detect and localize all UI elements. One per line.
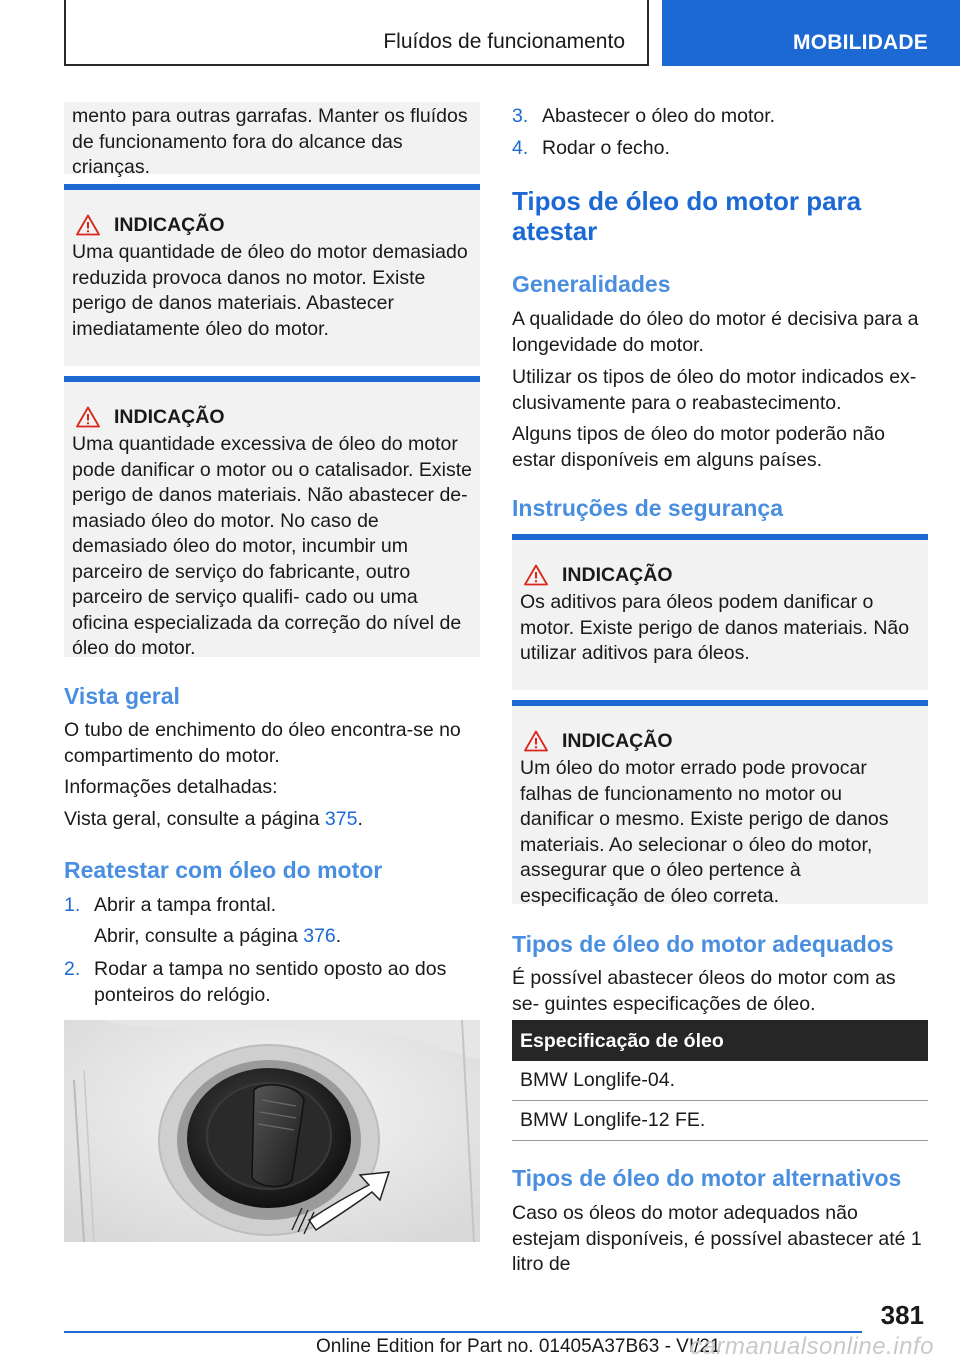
header-section-title: Fluídos de funcionamento bbox=[383, 30, 625, 53]
step-text: Rodar o fecho. bbox=[542, 137, 670, 159]
warning-triangle-icon bbox=[524, 730, 548, 752]
oil-cap-illustration bbox=[64, 1020, 480, 1242]
page-link-376[interactable]: 376 bbox=[303, 925, 336, 947]
header-section-box bbox=[64, 0, 649, 66]
warning-text: Um óleo do motor errado pode provocar falhas de funcionamento no motor ou danificar o mesmo. Existe perigo de danos materiais. Ao selecionar o óleo do motor, assegurar que o óleo pertence à especificação de óleo correta. bbox=[520, 757, 889, 907]
suitable-oils-heading: Tipos de óleo do motor adequados bbox=[512, 931, 894, 957]
warning-text: Os aditivos para óleos podem danificar o motor. Existe perigo de danos materiais. Não utilizar aditivos para óleos. bbox=[520, 591, 910, 664]
overview-reference: Vista geral, consulte a página 375. bbox=[64, 808, 363, 830]
footer-edition: Online Edition for Part no. 01405A37B63 - VI/21 bbox=[316, 1336, 721, 1357]
general-heading: Generalidades bbox=[512, 271, 671, 297]
warning-box-additives bbox=[512, 534, 928, 690]
intro-text: mento para outras garrafas. Manter os fluídos de funcionamento fora do alcance das crianças. bbox=[72, 105, 468, 178]
step-text: Abrir a tampa frontal. bbox=[94, 894, 277, 916]
general-text-3: Alguns tipos de óleo do motor poderão não estar disponíveis em alguns países. bbox=[512, 423, 885, 471]
general-text-1: A qualidade do óleo do motor é decisiva para a longevidade do motor. bbox=[512, 308, 919, 356]
header-chapter-tab[interactable] bbox=[662, 0, 960, 66]
general-text-2: Utilizar os tipos de óleo do motor indicados ex- clusivamente para o reabastecimento. bbox=[512, 366, 917, 414]
warning-box-low-oil bbox=[64, 184, 480, 366]
warning-box-excess-oil bbox=[64, 376, 480, 657]
list-item bbox=[512, 104, 928, 130]
details-label: Informações detalhadas: bbox=[64, 776, 278, 798]
warning-title: INDICAÇÃO bbox=[562, 563, 673, 586]
step-sub-text: Abrir, consulte a página 376. bbox=[94, 925, 342, 947]
warning-triangle-icon bbox=[524, 564, 548, 586]
table-header: Especificação de óleo bbox=[512, 1020, 928, 1061]
page-link-375[interactable]: 375 bbox=[324, 808, 358, 830]
refill-heading: Reatestar com óleo do motor bbox=[64, 857, 383, 883]
safety-heading: Instruções de segurança bbox=[512, 495, 783, 521]
alternative-oils-heading: Tipos de óleo do motor alternativos bbox=[512, 1165, 902, 1191]
overview-heading: Vista geral bbox=[64, 683, 180, 709]
step-number: 4. bbox=[512, 137, 529, 159]
list-item bbox=[64, 893, 480, 919]
list-item-sub bbox=[64, 924, 480, 950]
table-row: BMW Longlife-04. bbox=[512, 1061, 928, 1101]
suitable-oils-text: É possível abastecer óleos do motor com as se- guintes especificações de óleo. bbox=[512, 967, 896, 1015]
header-chapter-label: MOBILIDADE bbox=[793, 31, 928, 54]
warning-triangle-icon bbox=[76, 214, 100, 236]
list-item bbox=[512, 136, 928, 162]
step-number: 3. bbox=[512, 105, 529, 127]
page-number: 381 bbox=[880, 1300, 924, 1330]
table-row: BMW Longlife-12 FE. bbox=[512, 1101, 928, 1141]
intro-box bbox=[64, 102, 480, 178]
oil-filler-cap-photo bbox=[64, 1020, 480, 1242]
list-item bbox=[64, 957, 480, 1009]
alternative-oils-text: Caso os óleos do motor adequados não estejam disponíveis, é possível abastecer até 1 litro de bbox=[512, 1202, 922, 1275]
warning-text: Uma quantidade excessiva de óleo do motor pode danificar o motor ou o catalisador. Existe perigo de danos materiais. Não abastecer de- masiado óleo do motor. No caso de demasiado óleo do motor, incumbir um parceiro de serviço do fabricante, outro parceiro de serviço qualifi- cado ou uma oficina especializada da correção do nível de óleo do motor. bbox=[72, 433, 472, 659]
warning-title: INDICAÇÃO bbox=[114, 213, 225, 236]
step-number: 1. bbox=[64, 894, 81, 916]
step-text: Rodar a tampa no sentido oposto ao dos ponteiros do relógio. bbox=[94, 958, 447, 1006]
warning-text: Uma quantidade de óleo do motor demasiado reduzida provoca danos no motor. Existe perigo de danos materiais. Abastecer imediatamente óleo do motor. bbox=[72, 241, 468, 340]
step-text: Abastecer o óleo do motor. bbox=[542, 105, 776, 127]
page-header bbox=[0, 0, 960, 66]
oil-spec-table bbox=[512, 1020, 928, 1141]
warning-triangle-icon bbox=[76, 406, 100, 428]
step-number: 2. bbox=[64, 958, 81, 980]
overview-text: O tubo de enchimento do óleo encontra-se no compartimento do motor. bbox=[64, 719, 461, 767]
oil-types-heading: Tipos de óleo do motor para atestar bbox=[512, 186, 862, 246]
warning-title: INDICAÇÃO bbox=[562, 729, 673, 752]
warning-box-wrong-oil bbox=[512, 700, 928, 907]
watermark: carmanualsonline.info bbox=[690, 1333, 934, 1360]
warning-title: INDICAÇÃO bbox=[114, 405, 225, 428]
